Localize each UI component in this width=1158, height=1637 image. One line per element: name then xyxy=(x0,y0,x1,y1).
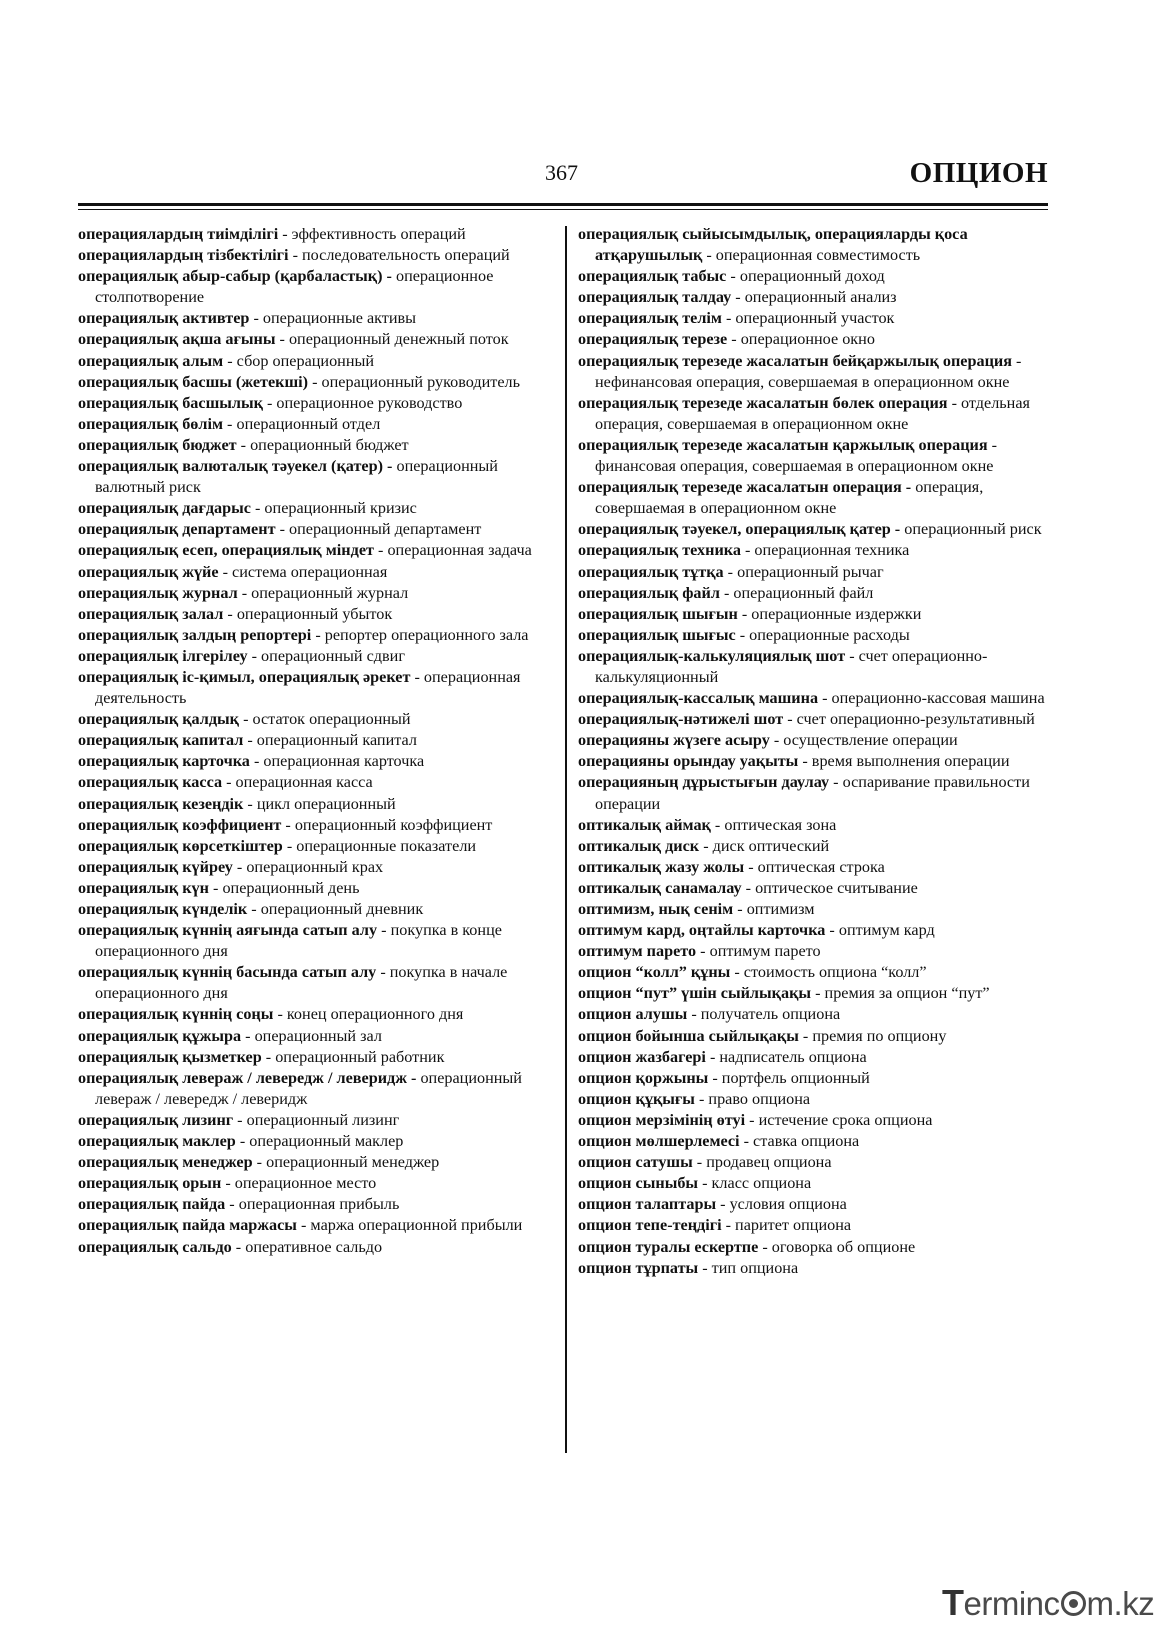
entry-definition: - операционная прибыль xyxy=(225,1195,400,1214)
entry-definition: - операционный анализ xyxy=(731,288,897,307)
dictionary-entry xyxy=(578,772,1053,814)
running-head: ОПЦИОН xyxy=(909,157,1048,189)
entry-definition: - оспаривание правильности операции xyxy=(595,773,1030,813)
entry-definition: - время выполнения операции xyxy=(798,752,1010,771)
entry-definition: - операционные расходы xyxy=(735,625,910,644)
dictionary-entry xyxy=(78,962,548,1004)
dictionary-entry xyxy=(578,351,1053,393)
entry-definition: - оптическое считывание xyxy=(741,878,918,897)
dictionary-entry xyxy=(78,857,548,878)
entry-term: опцион қоржыны xyxy=(578,1068,709,1087)
dictionary-entry xyxy=(578,1026,1053,1047)
dictionary-entry xyxy=(578,1215,1053,1236)
entry-term: операциялық капитал xyxy=(78,731,244,750)
entry-definition: - оперативное сальдо xyxy=(231,1237,383,1256)
entry-definition: - счет операционно-результативный xyxy=(783,710,1035,729)
entry-definition: - операционный сдвиг xyxy=(247,646,405,665)
entry-term: операциялық шығыс xyxy=(578,625,736,644)
entry-term: опцион туралы ескертпе xyxy=(578,1237,759,1256)
dictionary-entry xyxy=(78,604,548,625)
entry-term: операциялық орын xyxy=(78,1174,222,1193)
entry-definition: - нефинансовая операция, совершаемая в операционном окне xyxy=(595,351,1022,391)
dictionary-entry xyxy=(578,962,1053,983)
entry-definition: операция, совершаемая в операционном окне xyxy=(595,478,984,518)
dictionary-entry xyxy=(578,308,1053,329)
entry-definition: - операционный лизинг xyxy=(233,1110,400,1129)
entry-term: операцияны орындау уақыты xyxy=(578,752,799,771)
dictionary-entry xyxy=(78,266,548,308)
dictionary-entry xyxy=(578,1004,1053,1025)
dictionary-entry xyxy=(78,1026,548,1047)
entry-definition: - маржа операционной прибыли xyxy=(296,1216,523,1235)
entry-definition: - последовательность операций xyxy=(288,246,510,265)
entry-term: операциялық залдың репортері xyxy=(78,625,312,644)
dictionary-entry xyxy=(78,372,548,393)
entry-term: операциялық активтер xyxy=(78,309,250,328)
entry-definition: - истечение срока опциона xyxy=(745,1110,933,1129)
entry-term: операциялық журнал xyxy=(78,583,238,602)
dictionary-entry xyxy=(78,1215,548,1236)
dictionary-entry xyxy=(78,1237,548,1258)
dictionary-entry xyxy=(78,1194,548,1215)
entry-term: операциялық залал xyxy=(78,604,224,623)
entry-term: операциялық жүйе xyxy=(78,562,219,581)
dictionary-entry xyxy=(578,688,1053,709)
entry-definition: - право опциона xyxy=(694,1089,811,1108)
entry-term: опцион талаптары xyxy=(578,1195,717,1214)
entry-definition: - операционный дневник xyxy=(247,900,424,918)
entry-term: опцион тепе-теңдігі xyxy=(578,1216,722,1235)
dictionary-entry xyxy=(78,1131,548,1152)
entry-definition: - операционная задача xyxy=(373,541,532,560)
entry-term: операциялардың тиімділігі xyxy=(78,225,279,243)
entry-term: оптимизм, нық сенім xyxy=(578,900,734,918)
right-column xyxy=(578,224,1053,1279)
entry-definition: - осуществление операции xyxy=(769,731,958,750)
dictionary-entry xyxy=(78,1152,548,1173)
dictionary-entry xyxy=(578,435,1053,477)
entry-definition: - финансовая операция, совершаемая в операционном окне xyxy=(595,435,998,476)
termincom-logo: Terminc m.kz xyxy=(942,1582,1155,1623)
entry-definition: - стоимость опциона “колл” xyxy=(730,963,927,982)
entry-term: операциялық терезеде жасалатын операция - xyxy=(578,478,912,497)
entry-term: операциялық пайда маржасы xyxy=(78,1216,297,1235)
entry-term: операциялық валюталық тәуекел (қатер) - xyxy=(78,457,393,476)
entry-term: операциялардың тізбектілігі xyxy=(78,246,289,265)
entry-term: операциялық тұтқа xyxy=(578,562,724,581)
entry-definition: - репортер операционного зала xyxy=(311,625,529,644)
entry-term: операциялық техника xyxy=(578,541,741,560)
entry-definition: операционное столпотворение xyxy=(95,267,494,307)
entry-term: операциялық күн xyxy=(78,878,209,897)
entry-definition: - конец операционного дня xyxy=(273,1005,464,1024)
entry-term: операциялық ілгерілеу xyxy=(78,646,248,665)
dictionary-entry xyxy=(578,836,1053,857)
dictionary-entry xyxy=(78,794,548,815)
dictionary-entry xyxy=(78,1068,548,1110)
dictionary-entry xyxy=(578,857,1053,878)
dictionary-entry xyxy=(78,1173,548,1194)
entry-term: опцион мөлшерлемесі xyxy=(578,1132,740,1151)
column-divider xyxy=(565,226,567,1453)
entry-definition: - операционный менеджер xyxy=(252,1153,440,1172)
entry-term: операциялық тәуекел, операциялық қатер - xyxy=(578,520,901,539)
entry-definition: - покупка в конце операционного дня xyxy=(95,921,502,961)
entry-definition: - класс опциона xyxy=(698,1174,812,1193)
dictionary-entry xyxy=(578,1047,1053,1068)
entry-definition: - покупка в начале операционного дня xyxy=(95,963,508,1003)
dictionary-entry xyxy=(578,709,1053,730)
dictionary-entry xyxy=(78,730,548,751)
dictionary-entry xyxy=(578,562,1053,583)
entry-term: операциялық карточка xyxy=(78,752,250,771)
entry-definition: - операционная техника xyxy=(740,541,910,560)
entry-term: операциялық іс-қимыл, операциялық әрекет xyxy=(78,667,411,686)
dictionary-entry xyxy=(578,266,1053,287)
dictionary-entry xyxy=(578,1089,1053,1110)
entry-definition: - оговорка об опционе xyxy=(758,1237,916,1256)
entry-definition: - оптимум парето xyxy=(696,942,821,961)
dictionary-entry xyxy=(78,878,548,899)
entry-definition: - операционный капитал xyxy=(243,731,417,750)
dictionary-entry xyxy=(78,646,548,667)
entry-term: операциялық-кассалық машина xyxy=(578,689,819,708)
entry-definition: операционный риск xyxy=(900,520,1042,539)
dictionary-entry xyxy=(78,351,548,372)
entry-definition: - ставка опциона xyxy=(739,1132,860,1151)
entry-term: операциялық күннің соңы xyxy=(78,1005,274,1024)
entry-definition: - операционная карточка xyxy=(249,752,425,771)
entry-term: операцияны жүзеге асыру xyxy=(578,731,770,750)
dictionary-entry xyxy=(78,540,548,561)
dictionary-entry xyxy=(578,751,1053,772)
entry-definition: - операционный денежный поток xyxy=(275,330,509,349)
dictionary-entry xyxy=(78,562,548,583)
dictionary-entry xyxy=(78,836,548,857)
entry-term: операциялық көрсеткіштер xyxy=(78,836,283,855)
entry-definition: - операционный день xyxy=(208,878,360,897)
dictionary-entry xyxy=(78,456,548,498)
entry-definition: - операционный убыток xyxy=(223,604,393,623)
entry-term: операциялық телім xyxy=(578,309,722,328)
dictionary-entry xyxy=(78,625,548,646)
entry-term: операциялық-калькуляциялық шот xyxy=(578,646,846,665)
entry-definition: - операционный департамент xyxy=(275,520,482,539)
dictionary-entry xyxy=(78,308,548,329)
dictionary-entry xyxy=(578,625,1053,646)
entry-definition: - операционный доход xyxy=(726,267,885,286)
dictionary-entry xyxy=(78,772,548,793)
entry-term: операциялық дағдарыс xyxy=(78,499,251,518)
entry-definition: - операционный журнал xyxy=(237,583,409,602)
dictionary-entry xyxy=(78,815,548,836)
dictionary-entry xyxy=(578,1110,1053,1131)
entry-term: опцион алушы xyxy=(578,1005,688,1024)
entry-term: операциялық табыс xyxy=(578,267,727,286)
entry-term: операциялық терезеде жасалатын қаржылық операция xyxy=(578,435,988,454)
entry-term: операциялық күннің басында сатып алу xyxy=(78,963,377,982)
dictionary-entry xyxy=(578,287,1053,308)
dictionary-entry xyxy=(578,1131,1053,1152)
entry-term: операциялық маклер xyxy=(78,1132,236,1151)
dictionary-entry xyxy=(78,899,548,920)
entry-definition: - операционная деятельность xyxy=(95,667,521,708)
entry-definition: - операционный отдел xyxy=(223,414,381,433)
entry-definition: - операционные издержки xyxy=(737,604,922,623)
entry-term: опцион тұрпаты xyxy=(578,1258,699,1277)
entry-definition: - счет операционно-калькуляционный xyxy=(595,646,988,686)
entry-term: оптимум кард, оңтайлы карточка xyxy=(578,921,826,940)
entry-term: операциялық сыйысымдылық, операцияларды қоса атқарушылық xyxy=(578,225,968,265)
entry-definition: - операционный файл xyxy=(719,583,874,602)
dictionary-entry xyxy=(578,540,1053,561)
entry-term: оптикалық аймақ xyxy=(578,815,711,834)
entry-definition: - операционное окно xyxy=(727,330,875,349)
dictionary-entry xyxy=(578,604,1053,625)
dictionary-entry xyxy=(578,1237,1053,1258)
entry-term: операциялық құжыра xyxy=(78,1026,242,1045)
entry-term: операциялық касса xyxy=(78,773,223,792)
entry-term: операциялық шығын xyxy=(578,604,738,623)
entry-term: операциялық алым xyxy=(78,351,224,370)
entry-term: операциялық ақша ағыны xyxy=(78,330,276,349)
entry-definition: - диск оптический xyxy=(699,836,830,855)
entry-definition: - сбор операционный xyxy=(223,351,375,370)
entry-definition: - надписатель опциона xyxy=(705,1047,867,1066)
dictionary-entry xyxy=(78,224,548,245)
entry-term: операциялық есеп, операциялық міндет xyxy=(78,541,374,560)
dictionary-entry xyxy=(78,498,548,519)
dictionary-entry xyxy=(578,477,1053,519)
dictionary-entry xyxy=(578,519,1053,540)
entry-term: операциялық пайда xyxy=(78,1195,226,1214)
entry-definition: - операционные активы xyxy=(249,309,417,328)
entry-term: операциялық күнделік xyxy=(78,900,248,918)
dictionary-entry xyxy=(78,329,548,350)
dictionary-entry xyxy=(578,1068,1053,1089)
entry-term: оптикалық диск xyxy=(578,836,700,855)
dictionary-entry xyxy=(78,920,548,962)
page-number: 367 xyxy=(545,160,578,185)
dictionary-entry xyxy=(78,709,548,730)
entry-term: операциялық департамент xyxy=(78,520,276,539)
entry-term: опцион сыныбы xyxy=(578,1174,699,1193)
entry-definition: операционный левераж / левередж / леверидж xyxy=(95,1068,522,1108)
dictionary-entry xyxy=(78,1047,548,1068)
entry-definition: - паритет опциона xyxy=(721,1216,852,1235)
dictionary-entry xyxy=(578,224,1053,266)
entry-term: операциялық-нәтижелі шот xyxy=(578,710,784,729)
entry-term: операциялық бюджет xyxy=(78,435,237,454)
entry-term: опцион бойынша сыйлықақы xyxy=(578,1026,799,1045)
entry-term: операциялық левераж / левередж / леверидж - xyxy=(78,1068,417,1087)
dictionary-entry xyxy=(578,899,1053,920)
entry-definition: - операционное место xyxy=(221,1174,377,1193)
dictionary-entry xyxy=(578,393,1053,435)
entry-term: опцион құқығы xyxy=(578,1089,695,1108)
entry-definition: - операционный маклер xyxy=(235,1132,404,1151)
entry-definition: - операционная касса xyxy=(222,773,373,792)
entry-term: операциялық сальдо xyxy=(78,1237,232,1256)
entry-definition: - получатель опциона xyxy=(687,1005,841,1024)
entry-term: операциялық қызметкер xyxy=(78,1047,262,1066)
entry-term: операциялық коэффициент xyxy=(78,815,282,834)
dictionary-entry xyxy=(578,941,1053,962)
entry-definition: - премия за опцион “пут” xyxy=(811,984,990,1003)
dictionary-entry xyxy=(578,329,1053,350)
entry-term: опцион жазбагері xyxy=(578,1047,706,1066)
entry-definition: - система операционная xyxy=(218,562,388,581)
entry-term: операциялық терезеде жасалатын бөлек операция xyxy=(578,393,948,412)
dictionary-entry xyxy=(578,920,1053,941)
entry-definition: - операционная совместимость xyxy=(702,246,921,265)
header-rule-thick xyxy=(78,203,1048,206)
dictionary-entry xyxy=(578,583,1053,604)
entry-term: операциялық файл xyxy=(578,583,720,602)
entry-definition: - операционный участок xyxy=(721,309,895,328)
entry-term: операциялық талдау xyxy=(578,288,732,307)
entry-term: операциялық күннің аяғында сатып алу xyxy=(78,921,378,940)
dictionary-entry xyxy=(578,1152,1053,1173)
entry-term: опцион “пут” үшін сыйлықақы xyxy=(578,984,812,1003)
entry-term: операциялық қалдық xyxy=(78,710,240,729)
entry-definition: - операционный кризис xyxy=(250,499,417,518)
entry-definition: - цикл операционный xyxy=(243,794,396,813)
entry-definition: - условия опциона xyxy=(716,1195,847,1214)
entry-definition: - операционный коэффициент xyxy=(281,815,493,834)
entry-definition: - оптимум кард xyxy=(825,921,935,940)
entry-term: операциялық басшылық xyxy=(78,393,263,412)
entry-definition: - операционный зал xyxy=(241,1026,382,1045)
dictionary-entry xyxy=(78,583,548,604)
entry-definition: - операционное руководство xyxy=(262,393,463,412)
entry-definition: - тип опциона xyxy=(698,1258,799,1277)
dictionary-entry xyxy=(578,983,1053,1004)
entry-term: операциялық менеджер xyxy=(78,1153,253,1172)
entry-definition: - эффективность операций xyxy=(278,225,466,243)
dictionary-entry xyxy=(78,519,548,540)
left-column xyxy=(78,224,548,1258)
entry-term: оптимум парето xyxy=(578,942,697,961)
dictionary-entry xyxy=(78,393,548,414)
entry-term: опцион мерзімінің өтуі xyxy=(578,1110,746,1129)
dictionary-entry xyxy=(78,1110,548,1131)
entry-term: оптикалық жазу жолы xyxy=(578,857,745,876)
dictionary-entry xyxy=(78,245,548,266)
dictionary-entry xyxy=(578,730,1053,751)
dictionary-entry xyxy=(78,414,548,435)
dictionary-entry xyxy=(578,1173,1053,1194)
dictionary-entry xyxy=(78,1004,548,1025)
entry-definition: - операционный руководитель xyxy=(308,372,520,391)
entry-term: операциялық терезеде жасалатын бейқаржылық операция xyxy=(578,351,1012,370)
entry-definition: операционный валютный риск xyxy=(95,457,498,497)
entry-term: опцион “колл” құны xyxy=(578,963,731,982)
dictionary-entry xyxy=(578,1194,1053,1215)
entry-term: опцион сатушы xyxy=(578,1153,693,1172)
entry-term: операциялық басшы (жетекші) xyxy=(78,372,309,391)
entry-definition: - операционный крах xyxy=(232,857,384,876)
dictionary-entry xyxy=(78,667,548,709)
header-rule-thin xyxy=(78,209,1048,210)
entry-term: операциялық абыр-сабыр (қарбаластық) - xyxy=(78,267,392,286)
entry-definition: - остаток операционный xyxy=(239,710,411,729)
entry-term: операциялық лизинг xyxy=(78,1110,234,1129)
entry-definition: - операционно-кассовая машина xyxy=(818,689,1045,708)
entry-definition: - оптическая строка xyxy=(744,857,885,876)
entry-definition: - операционные показатели xyxy=(282,836,477,855)
dictionary-entry xyxy=(578,815,1053,836)
entry-term: операциялық кезеңдік xyxy=(78,794,244,813)
dictionary-entry xyxy=(578,646,1053,688)
entry-definition: - отдельная операция, совершаемая в операционном окне xyxy=(595,393,1030,433)
dictionary-entry xyxy=(78,435,548,456)
entry-term: операциялық күйреу xyxy=(78,857,233,876)
entry-term: операциялық бөлім xyxy=(78,414,223,433)
dictionary-entry xyxy=(578,878,1053,899)
entry-definition: - операционный работник xyxy=(261,1047,445,1066)
dictionary-entry xyxy=(578,1258,1053,1279)
dictionary-entry xyxy=(78,751,548,772)
entry-definition: - портфель опционный xyxy=(708,1068,870,1087)
logo-ring-icon xyxy=(1061,1591,1086,1616)
entry-term: операциялық терезе xyxy=(578,330,728,349)
entry-definition: - продавец опциона xyxy=(692,1153,832,1172)
entry-definition: - премия по опциону xyxy=(798,1026,947,1045)
entry-term: операцияның дұрыстығын даулау xyxy=(578,773,830,792)
entry-definition: - операционный бюджет xyxy=(236,435,409,454)
entry-definition: - оптимизм xyxy=(733,900,815,918)
entry-term: оптикалық санамалау xyxy=(578,878,742,897)
entry-definition: - оптическая зона xyxy=(710,815,837,834)
entry-definition: - операционный рычаг xyxy=(723,562,884,581)
